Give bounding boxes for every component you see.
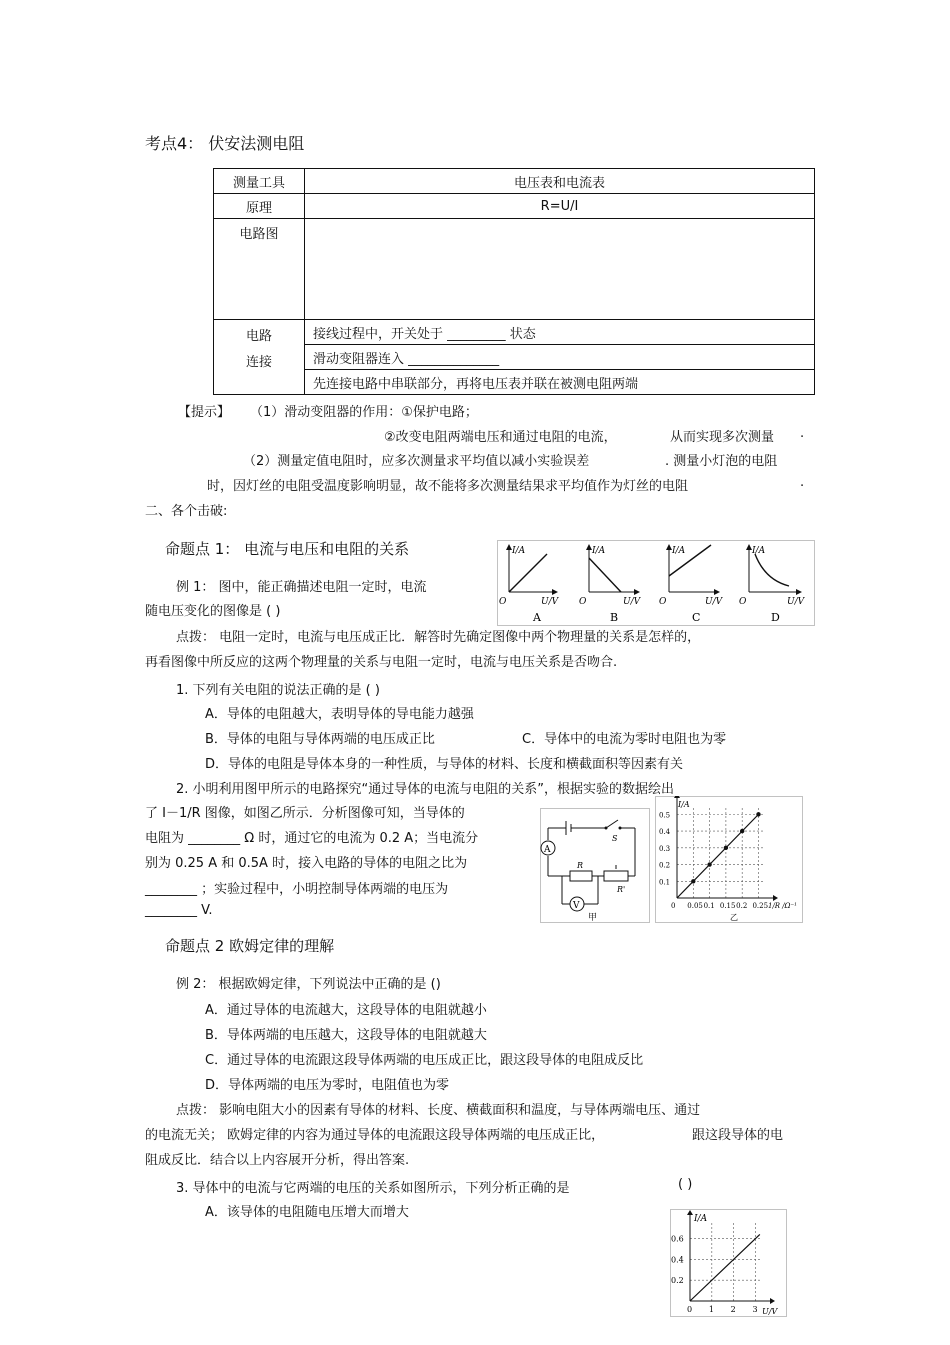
y-tick-label: 0.2 [671,1276,684,1286]
hint-2b: 从而实现多次测量 [670,430,775,445]
measurement-table [213,168,815,395]
graph-d-xlabel: U/V [787,597,805,607]
topic1-title: 命题点 1： 电流与电压和电阻的关系 [165,540,410,558]
tool-label: 测量工具 [214,169,305,194]
graph-a-line [509,554,547,592]
q1-option-b: B．导体的电阻与导体两端的电压成正比 [205,732,435,747]
rheostat-label: R' [617,885,626,894]
section-title: 考点4： 伏安法测电阻 [145,134,305,153]
hint-2a: ②改变电阻两端电压和通过电阻的电流， [384,430,617,445]
chart-yi-xlabel: 1/R /Ω⁻¹ [768,902,797,910]
graph-c-ylabel: I/A [672,546,686,556]
data-point [756,812,760,816]
chart-axes [687,1210,775,1304]
chart-iu-ylabel: I/A [694,1214,708,1224]
chart-marks [690,1234,760,1301]
x-tick-label: 3 [752,1305,758,1314]
chart-marks [677,812,761,898]
chart-grid [690,1223,762,1301]
x-axis-arrow [773,895,778,901]
principle-value: R=U/I [305,194,815,219]
hint-3a: （2）测量定值电阻时，应多次测量求平均值以减小实验误差 [243,454,590,469]
y-tick-label: 0.3 [659,844,671,853]
connect-label-1: 电路 [245,329,272,344]
resistor-label: R [577,861,584,870]
x-tick-label: 0.05 [687,902,703,910]
ex1-line1: 例 1： 图中，能正确描述电阻一定时，电流 [176,580,427,595]
four-graphs-figure [497,540,815,626]
q2-line1: 2. 小明利用图甲所示的电路探究“通过导体的电流与电阻的关系”，根据实验的数据绘出 [176,782,675,797]
graph-d-origin: O [739,597,747,607]
x-tick-label: 0.1 [703,902,715,910]
tip1-line2: 再看图像中所反应的这两个物理量的关系与电阻一定时，电流与电压关系是否吻合. [145,655,618,670]
graph-c-xlabel: U/V [705,597,723,607]
circuit-diagram [540,808,650,923]
connect-label [214,320,305,395]
ex2-option-a: A．通过导体的电流越大，这段导体的电阻就越小 [205,1003,487,1018]
resistor-r [570,871,592,881]
graph-a-origin: O [499,597,507,607]
graph-b-xlabel: U/V [623,597,641,607]
switch-blade [606,820,618,828]
chart-i-vs-inverse-r [655,796,803,923]
graph-b-origin: O [579,597,587,607]
q2-line5: ________ ；实验过程中，小明控制导体两端的电压为 [145,882,449,897]
graph-d-label: D [771,611,780,624]
hint-4b: . [800,475,805,490]
switch-label: S [612,834,618,843]
tip1-line1: 点拨： 电阻一定时，电流与电压成正比．解答时先确定图像中两个物理量的关系是怎样的， [176,630,701,645]
tip2-line2a: 的电流无关； 欧姆定律的内容为通过导体的电流跟这段导体两端的电压成正比， [145,1128,605,1143]
data-point [707,862,711,866]
graph-c [659,545,724,624]
connect-label-2: 连接 [245,355,272,370]
graph-d-curve [755,554,789,586]
q3-stem: 3. 导体中的电流与它两端的电压的关系如图所示，下列分析正确的是 [176,1181,570,1196]
y-tick-label: 0.5 [659,811,671,820]
part2-title: 二、各个击破: [145,504,228,519]
tip2-line2b: 跟这段导体的电 [692,1128,784,1143]
data-point [691,879,695,883]
chart-yi-ylabel: I/A [678,800,690,809]
series-line [690,1234,760,1301]
voltmeter-label: V [573,901,580,911]
hint-4a: 时，因灯丝的电阻受温度影响明显，故不能将多次测量结果求平均值作为灯丝的电阻 [207,479,689,494]
topic2-title: 命题点 2 欧姆定律的理解 [165,937,335,955]
connect-row-1: 接线过程中，开关处于 _________ 状态 [305,320,815,345]
circuit-cell [305,219,815,320]
q1-option-c: C．导体中的电流为零时电阻也为零 [522,732,727,747]
q1-option-a: A．导体的电阻越大，表明导体的导电能力越强 [205,707,474,722]
ex2-option-b: B．导体两端的电压越大，这段导体的电阻就越大 [205,1028,487,1043]
tip2-line1: 点拨： 影响电阻大小的因素有导体的材料、长度、横截面积和温度，与导体两端电压、通过 [176,1103,701,1118]
ex2-stem: 例 2： 根据欧姆定律，下列说法中正确的是 () [176,977,441,992]
graph-d [739,545,806,624]
y-tick-label: 0.4 [659,828,671,837]
graph-b [579,545,642,624]
rheostat [604,871,628,881]
y-axis-arrow [687,1210,693,1215]
series-line [677,814,758,898]
principle-label: 原理 [214,194,305,219]
hint-3b: . 测量小灯泡的电阻 [665,454,778,469]
tip2-line3: 阻成反比．结合以上内容展开分析，得出答案. [145,1153,410,1168]
hint-1: （1）滑动变阻器的作用：①保护电路； [250,405,478,420]
graph-b-line [589,558,621,592]
x-tick-label: 0.25 [752,902,769,910]
q2-line4: 别为 0.25 A 和 0.5A 时，接入电路的导体的电阻之比为 [145,856,468,871]
x-axis-arrow [770,1298,775,1304]
graph-a-label: A [533,611,541,624]
data-point [724,846,728,850]
x-tick-label: 0.15 [719,902,736,910]
ammeter-label: A [544,845,551,855]
y-tick-label: 0.1 [659,878,671,887]
chart-ticks [671,1235,758,1314]
q2-line6: ________ V. [145,903,213,918]
x-tick-label: 0.2 [736,902,748,910]
ex1-line2: 随电压变化的图像是 ( ) [145,604,281,619]
x-tick-label: 1 [708,1305,714,1314]
x-tick-label: 0 [687,1305,693,1314]
q3-option-a: A．该导体的电阻随电压增大而增大 [205,1205,409,1220]
q1-stem: 1. 下列有关电阻的说法正确的是 ( ) [176,683,380,698]
q2-line3: 电阻为 ________ Ω 时，通过它的电流为 0.2 A；当电流分 [145,831,479,846]
q1-option-d: D．导体的电阻是导体本身的一种性质，与导体的材料、长度和横截面积等因素有关 [205,757,684,772]
graph-c-label: C [692,611,701,624]
graph-b-ylabel: I/A [592,546,606,556]
circuit-caption: 甲 [588,913,598,923]
graph-b-label: B [610,611,619,624]
x-tick-label: 2 [730,1305,736,1314]
connect-row-3: 先连接电路中串联部分，再将电压表并联在被测电阻两端 [305,370,815,395]
circuit-label: 电路图 [214,219,305,320]
graph-a [499,545,560,624]
y-tick-label: 0.4 [671,1255,684,1265]
ex2-option-d: D．导体两端的电压为零时，电阻值也为零 [205,1078,450,1093]
graph-a-xlabel: U/V [541,597,559,607]
hint-tag: 【提示】 [178,405,231,420]
tool-value: 电压表和电流表 [305,169,815,194]
chart-iu-xlabel: U/V [762,1307,778,1316]
q3-paren: ( ) [678,1177,693,1192]
graph-a-ylabel: I/A [512,546,526,556]
hint-2c: . [800,426,805,441]
chart-yi-title: 乙 [730,913,738,922]
connect-row-2: 滑动变阻器连入 ______________ [305,345,815,370]
graph-d-ylabel: I/A [752,546,766,556]
chart-i-vs-u [670,1209,787,1317]
x-tick-label: 0 [671,902,676,910]
graph-c-origin: O [659,597,667,607]
y-tick-label: 0.6 [671,1234,684,1244]
data-point [740,829,744,833]
q2-line2: 了 I－1/R 图像，如图乙所示．分析图像可知，当导体的 [145,806,465,821]
y-tick-label: 0.2 [659,861,671,870]
ex2-option-c: C．通过导体的电流跟这段导体两端的电压成正比，跟这段导体的电阻成反比 [205,1053,644,1068]
